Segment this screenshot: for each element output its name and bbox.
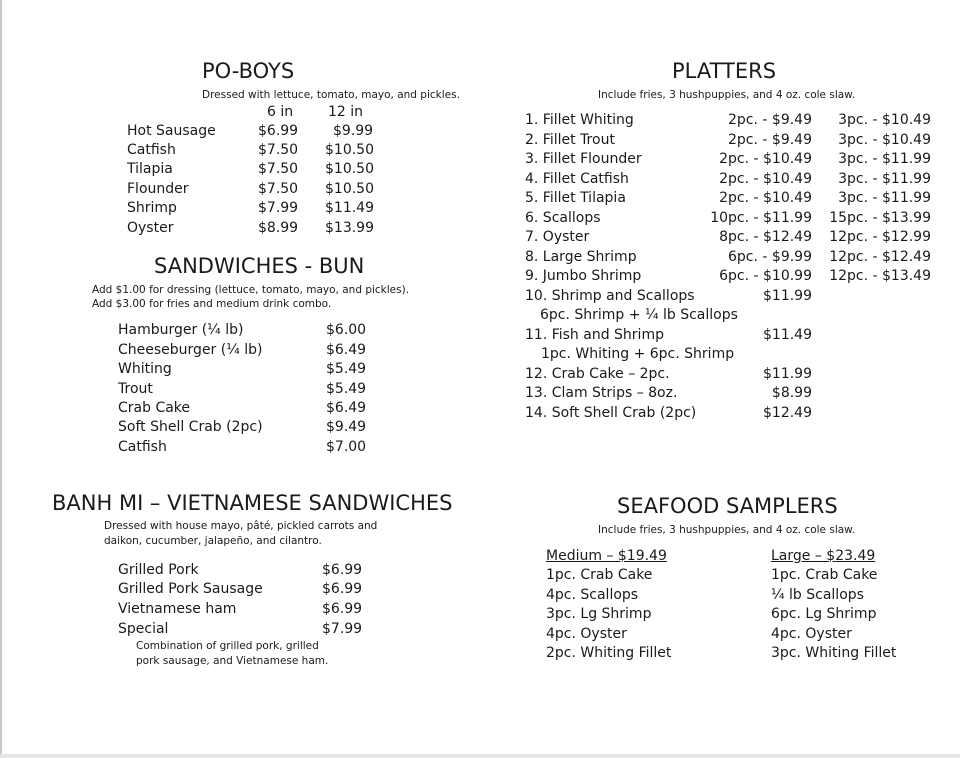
item-name: Cheeseburger (¼ lb) [118,342,263,358]
list-item: 1pc. Crab Cake [771,567,878,583]
list-item: 4pc. Oyster [771,626,852,642]
list-item: 4pc. Scallops [546,587,639,603]
item-name: 6. Scallops [525,210,601,226]
item-name: Trout [118,381,153,397]
list-item: 1pc. Crab Cake [546,567,653,583]
page-bottom-border [0,754,960,758]
price-6in: $7.50 [258,181,299,197]
price-small: 2pc. - $10.49 [719,151,812,167]
item-name: Grilled Pork [118,562,199,578]
item-name: Catfish [118,439,167,455]
price-large: 3pc. - $11.99 [838,151,931,167]
item-name: 14. Soft Shell Crab (2pc) [525,405,697,421]
item-name: 12. Crab Cake – 2pc. [525,366,670,382]
banhmi-special-note-line2: pork sausage, and Vietnamese ham. [136,655,329,667]
price-12in: $10.50 [325,161,374,177]
samplers-title: SEAFOOD SAMPLERS [617,494,838,518]
price-large: 3pc. - $11.99 [838,171,931,187]
price-large: 15pc. - $13.99 [829,210,931,226]
item-name: Oyster [127,220,174,236]
item-price: $6.99 [322,601,363,617]
sandwiches-note-dressing: Add $1.00 for dressing (lettuce, tomato, mayo, and pickles). [92,284,410,296]
samplers-subtitle: Include fries, 3 hushpuppies, and 4 oz. cole slaw. [598,524,856,536]
item-name: Hot Sausage [127,123,216,139]
poboys-title: PO-BOYS [202,59,295,83]
item-name: Vietnamese ham [118,601,237,617]
price-small: 2pc. - $10.49 [719,171,812,187]
list-item: 2pc. Whiting Fillet [546,645,672,661]
sandwiches-title: SANDWICHES - BUN [154,254,365,278]
item-name: 10. Shrimp and Scallops [525,288,695,304]
page-left-border [0,0,2,758]
item-price: $7.00 [326,439,367,455]
price-small: 2pc. - $10.49 [719,190,812,206]
list-item: 3pc. Lg Shrimp [546,606,652,622]
banhmi-special-note-line1: Combination of grilled pork, grilled [136,640,319,652]
price-large: 12pc. - $12.49 [829,249,931,265]
price-6in: $7.50 [258,142,299,158]
price-large: 3pc. - $11.99 [838,190,931,206]
price-6in: $7.50 [258,161,299,177]
item-price: $7.99 [322,621,363,637]
item-name: Tilapia [127,161,173,177]
item-name: 11. Fish and Shrimp [525,327,664,343]
price-large: 3pc. - $10.49 [838,112,931,128]
item-name: 2. Fillet Trout [525,132,615,148]
poboys-subtitle: Dressed with lettuce, tomato, mayo, and pickles. [202,89,460,101]
item-price: $5.49 [326,361,367,377]
item-name: Soft Shell Crab (2pc) [118,419,263,435]
item-name: 8. Large Shrimp [525,249,637,265]
item-name: 3. Fillet Flounder [525,151,642,167]
platters-subtitle: Include fries, 3 hushpuppies, and 4 oz. cole slaw. [598,89,856,101]
price-12in: $10.50 [325,181,374,197]
price-12in: $13.99 [325,220,374,236]
item-name: Grilled Pork Sausage [118,581,263,597]
list-item: 6pc. Lg Shrimp [771,606,877,622]
item-price: $6.49 [326,400,367,416]
list-item: ¼ lb Scallops [771,587,864,603]
price-small: 10pc. - $11.99 [710,210,812,226]
item-name: Hamburger (¼ lb) [118,322,244,338]
price-6in: $7.99 [258,200,299,216]
price-small: 2pc. - $9.49 [728,112,812,128]
banhmi-note-line1: Dressed with house mayo, pâté, pickled carrots and [104,520,378,532]
price-6in: $8.99 [258,220,299,236]
item-price: $9.49 [326,419,367,435]
item-name: 13. Clam Strips – 8oz. [525,385,678,401]
price-large: 12pc. - $13.49 [829,268,931,284]
item-name: 4. Fillet Catfish [525,171,629,187]
price-12in: $9.99 [333,123,374,139]
price-6in: $6.99 [258,123,299,139]
item-name: Flounder [127,181,189,197]
item-price: $6.99 [322,562,363,578]
item-name: Catfish [127,142,176,158]
platters-title: PLATTERS [672,59,777,83]
price-small: $11.99 [763,366,812,382]
item-name: Special [118,621,169,637]
banhmi-title: BANH MI – VIETNAMESE SANDWICHES [52,491,453,515]
price-large: 3pc. - $10.49 [838,132,931,148]
item-price: $6.49 [326,342,367,358]
item-name: 1. Fillet Whiting [525,112,634,128]
price-small: 2pc. - $9.49 [728,132,812,148]
price-large: 12pc. - $12.99 [829,229,931,245]
price-small: 8pc. - $12.49 [719,229,812,245]
item-detail: 1pc. Whiting + 6pc. Shrimp [541,346,735,362]
price-small: $11.99 [763,288,812,304]
sandwiches-note-combo: Add $3.00 for fries and medium drink combo. [92,298,332,310]
item-name: Shrimp [127,200,177,216]
price-12in: $10.50 [325,142,374,158]
item-price: $6.99 [322,581,363,597]
price-small: $8.99 [771,385,812,401]
item-name: Crab Cake [118,400,191,416]
poboys-col-6in: 6 in [267,104,294,120]
item-name: 5. Fillet Tilapia [525,190,626,206]
price-small: $11.49 [763,327,812,343]
banhmi-note-line2: daikon, cucumber, jalapeño, and cilantro. [104,535,322,547]
item-price: $5.49 [326,381,367,397]
price-12in: $11.49 [325,200,374,216]
price-small: $12.49 [763,405,812,421]
price-small: 6pc. - $9.99 [728,249,812,265]
sampler-large-heading: Large – $23.49 [771,548,876,564]
sampler-medium-heading: Medium – $19.49 [546,548,667,564]
item-price: $6.00 [326,322,367,338]
item-name: 9. Jumbo Shrimp [525,268,642,284]
item-name: Whiting [118,361,172,377]
list-item: 3pc. Whiting Fillet [771,645,897,661]
list-item: 4pc. Oyster [546,626,627,642]
item-detail: 6pc. Shrimp + ¼ lb Scallops [540,307,738,323]
price-small: 6pc. - $10.99 [719,268,812,284]
poboys-col-12in: 12 in [328,104,364,120]
item-name: 7. Oyster [525,229,590,245]
